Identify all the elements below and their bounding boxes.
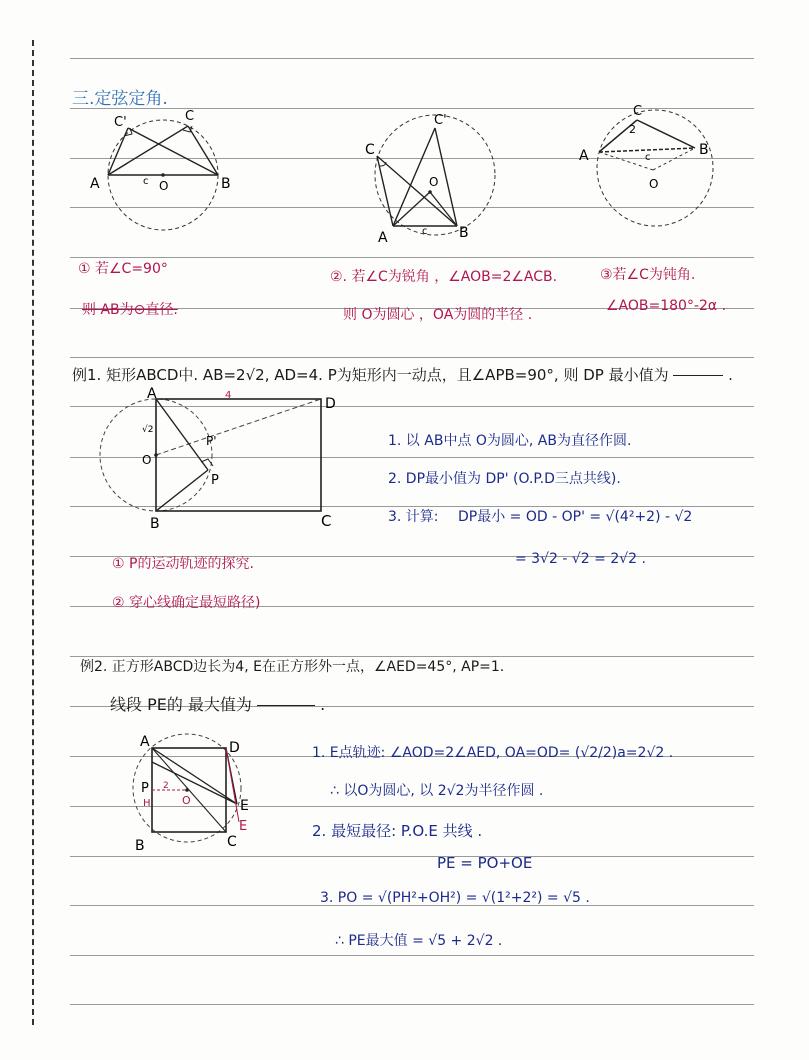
case1-condition: ① 若∠C=90°: [78, 261, 168, 277]
label-o: O: [159, 179, 169, 193]
example1-step3-result: = 3√2 - √2 = 2√2 .: [515, 551, 646, 567]
figure-rectangle-abcd: [95, 382, 345, 532]
example1-note2: ② 穿心线确定最短路径): [112, 595, 261, 611]
example2-problem-line1: 例2. 正方形ABCD边长为4, E在正方形外一点，∠AED=45°, AP=1.: [80, 659, 505, 675]
label-e-red: E: [239, 819, 248, 834]
label-c: C: [321, 512, 332, 530]
answer-blank: [673, 375, 723, 376]
figure-right-angle-chord: [80, 100, 260, 240]
center-point: [154, 453, 158, 457]
case2-condition: ②. 若∠C为锐角 ，∠AOB=2∠ACB.: [330, 269, 558, 285]
label-sqrt2: √2: [142, 425, 154, 435]
label-c: C: [227, 834, 237, 850]
case2-conclusion: 则 O为圆心 ，OA为圆的半径 .: [343, 307, 533, 323]
example2-step2b: PE = PO+OE: [437, 854, 533, 872]
label-small-c: c: [422, 226, 428, 237]
segment: [637, 120, 695, 148]
case1-conclusion: 则 AB为⊙直径.: [82, 302, 178, 318]
case3-condition: ③若∠C为钝角.: [600, 267, 696, 283]
example1-step2: 2. DP最小值为 DP' (O.P.D三点共线).: [388, 471, 621, 487]
label-c: C: [365, 142, 375, 158]
label-o: O: [649, 177, 659, 191]
label-b: B: [135, 838, 145, 854]
label-c-prime: C': [114, 115, 127, 130]
label-a: A: [90, 176, 100, 192]
label-d: D: [325, 396, 336, 412]
example1-problem: 例1. 矩形ABCD中. AB=2√2, AD=4. P为矩形内一动点，且∠APB=90°, 则 DP 最小值为 .: [72, 366, 733, 384]
center-point: [185, 788, 189, 792]
ruled-line: [70, 58, 754, 59]
label-o: O: [182, 794, 191, 807]
segment: [377, 156, 393, 226]
example2-step1: 1. E点轨迹: ∠AOD=2∠AED, OA=OD= (√2/2)a=2√2 .: [312, 745, 674, 761]
center-point: [161, 173, 165, 177]
label-small-c: c: [143, 176, 149, 187]
label-o: O: [429, 175, 439, 189]
rectangle: [156, 399, 321, 511]
label-p: P: [141, 781, 149, 796]
radius-oa: [393, 192, 430, 226]
answer-blank: [257, 705, 315, 706]
example2-problem-line2-text: 线段 PE的 最大值为: [110, 695, 252, 714]
ruled-line: [70, 357, 754, 358]
label-a: A: [378, 230, 388, 246]
label-b: B: [699, 142, 709, 158]
line-od: [156, 399, 321, 455]
dashed-circle: [597, 110, 713, 226]
case3-conclusion: ∠AOB=180°-2α .: [606, 298, 727, 314]
margin-dashed-line: [32, 40, 34, 1025]
label-length-4: 4: [225, 390, 232, 401]
example1-step3-formula: DP最小 = OD - OP' = √(4²+2) - √2: [458, 509, 693, 525]
figure-obtuse-angle: [575, 100, 725, 240]
example2-step3: 3. PO = √(PH²+OH²) = √(1²+2²) = √5 .: [320, 890, 590, 906]
label-a: A: [147, 386, 157, 402]
example1-step1: 1. 以 AB中点 O为圆心, AB为直径作圆.: [388, 433, 632, 449]
section-title: 三.定弦定角.: [72, 89, 168, 109]
example2-step3b: ∴ PE最大值 = √5 + 2√2 .: [335, 933, 503, 949]
radius-dashed: [653, 148, 695, 170]
label-b: B: [459, 225, 469, 241]
ruled-line: [70, 1004, 754, 1005]
label-c: C: [633, 104, 643, 119]
label-b: B: [221, 176, 231, 192]
label-d: D: [229, 740, 240, 756]
ruled-line: [70, 257, 754, 258]
label-c: C: [185, 109, 195, 124]
label-c-prime: C': [434, 113, 447, 128]
example2-step2: 2. 最短最径: P.O.E 共线 .: [312, 822, 483, 840]
example1-problem-text: 例1. 矩形ABCD中. AB=2√2, AD=4. P为矩形内一动点，且∠APB=90°, 则 DP 最小值为: [72, 366, 669, 384]
example2-problem-line2: 线段 PE的 最大值为 .: [110, 695, 326, 714]
angle-mark-2: 2: [629, 123, 636, 136]
label-p-prime: P': [206, 434, 217, 448]
label-small-c: c: [645, 152, 651, 163]
example2-step1b: ∴ 以O为圆心, 以 2√2为半径作圆 .: [330, 783, 544, 799]
label-a: A: [579, 148, 589, 164]
segment-pb: [156, 470, 208, 511]
figure-square-abcd: [125, 730, 275, 860]
example1-note1: ① P的运动轨迹的探究.: [112, 556, 254, 572]
center-point: [428, 190, 432, 194]
label-e: E: [240, 798, 249, 814]
segment: [108, 126, 188, 175]
ruled-line: [70, 955, 754, 956]
label-o: O: [142, 453, 152, 467]
label-b: B: [150, 516, 160, 532]
segment: [377, 156, 457, 226]
label-h: H: [143, 798, 151, 809]
label-2: 2: [163, 781, 169, 791]
example1-step3-label: 3. 计算:: [388, 509, 439, 525]
label-a: A: [140, 734, 150, 750]
segment: [108, 128, 128, 175]
segment-ap: [156, 399, 208, 470]
label-p: P: [211, 473, 219, 488]
figure-acute-angle: [360, 110, 510, 250]
